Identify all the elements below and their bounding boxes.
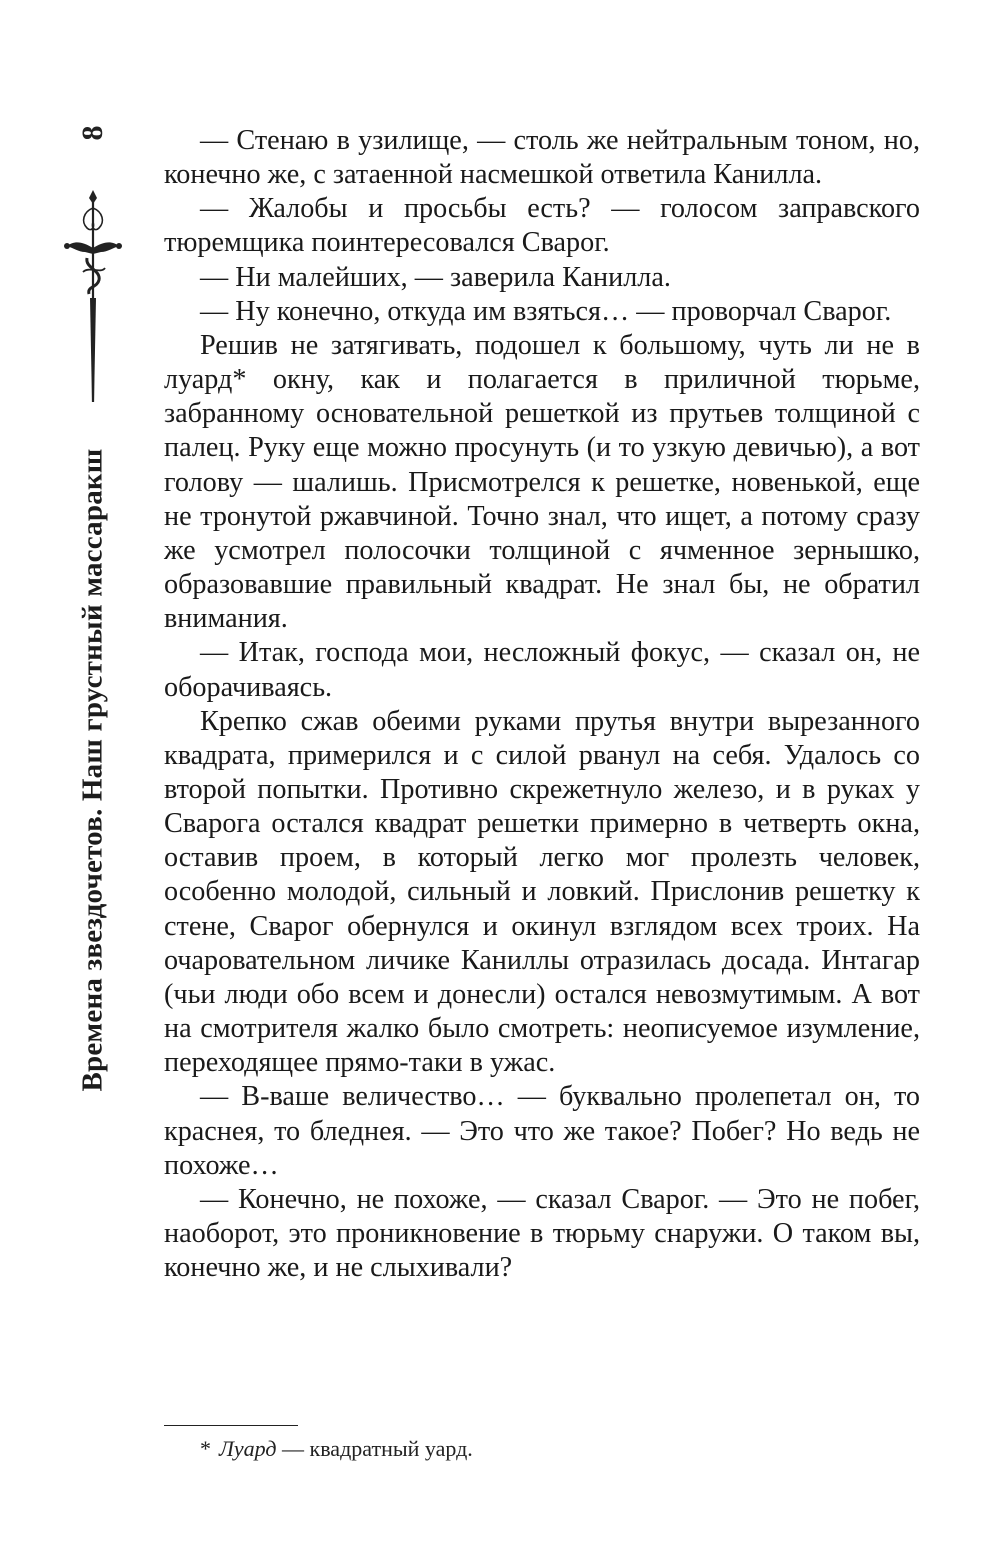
footnote <box>200 1435 473 1463</box>
paragraph: — Ну конечно, откуда им взяться… — проворчал Сварог. <box>200 295 892 327</box>
running-title: Времена звездочетов. Наш грустный массаракш <box>76 448 109 1092</box>
paragraph: — В-ваше величество… — буквально пролепетал он, то краснея, то бледнея. — Это что же такое? Побег? Но ведь не похоже… <box>164 1081 920 1181</box>
paragraph: — Конечно, не похоже, — сказал Сварог. — Это не побег, наоборот, это проникновение в тюрьму снаружи. О таком вы, конечно же, и не слыхивали? <box>164 1183 920 1284</box>
paragraph: — Ни малейших, — заверила Канилла. <box>200 261 671 293</box>
sword-ornament-icon <box>61 188 125 408</box>
footnote-text: — квадратный уард. <box>276 1436 473 1461</box>
paragraph: — Жалобы и просьбы есть? — голосом заправского тюремщика поинтересовался Сварог. <box>164 193 920 259</box>
footnote-term: Луард <box>219 1436 277 1461</box>
footnote-divider <box>164 1425 298 1426</box>
body-text <box>164 124 920 1285</box>
paragraph: Решив не затягивать, подошел к большому, чуть ли не в луард* окну, как и полагается в приличной тюрьме, забранному основательной решеткой из прутьев толщиной с палец. Руку еще можно просунуть (и то узкую девичью), а вот голову — шалишь. Присмотрелся к решетке, новенькой, еще не тронутой ржавчиной. Точно знал, что ищет, а потому сразу же усмотрел полосочки толщиной с ячменное зернышко, образовавшие правильный квадрат. Не знал бы, не обратил внимания. <box>164 329 920 635</box>
footnote-mark: * <box>200 1436 211 1461</box>
page-number: 8 <box>76 125 109 141</box>
paragraph: — Стенаю в узилище, — столь же нейтральным тоном, но, конечно же, с затаенной насмешкой ответила Канилла. <box>164 125 920 191</box>
paragraph: Крепко сжав обеими руками прутья внутри вырезанного квадрата, примерился и с силой рванул на себя. Удалось со второй попытки. Противно скрежетнуло железо, и в руках у Сварога остался квадрат решетки примерно в четверть окна, оставив проем, в который легко мог пролезть человек, особенно молодой, сильный и ловкий. Прислонив решетку к стене, Сварог обернулся и окинул взглядом всех троих. На очаровательном личике Каниллы отразилась досада. Интагар (чьи люди обо всем и донесли) остался невозмутимым. А вот на смотрителя жалко было смотреть: неописуемое изумление, переходящее прямо-таки в ужас. <box>164 705 920 1079</box>
paragraph: — Итак, господа мои, несложный фокус, — сказал он, не оборачиваясь. <box>164 637 920 703</box>
side-rail <box>48 100 138 1160</box>
